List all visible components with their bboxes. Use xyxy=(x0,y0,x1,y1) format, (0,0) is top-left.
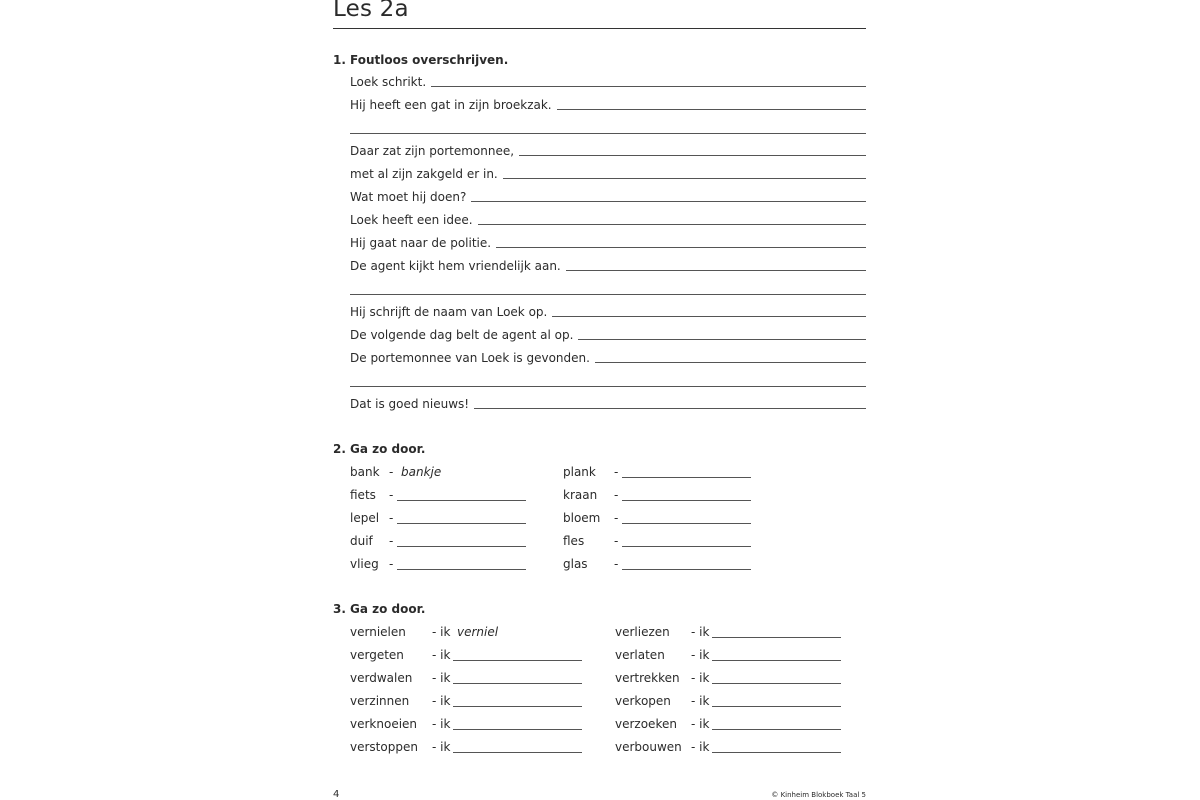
copy-line xyxy=(350,188,866,204)
writing-line[interactable] xyxy=(350,386,866,387)
word: bank xyxy=(350,465,380,479)
verb: verlaten xyxy=(615,648,665,662)
writing-line[interactable] xyxy=(552,316,866,317)
copy-line xyxy=(350,234,866,250)
dash: - xyxy=(389,465,394,479)
page-title: Les 2a xyxy=(333,0,409,22)
answer-line[interactable] xyxy=(622,523,751,524)
word: kraan xyxy=(563,488,598,502)
writing-line[interactable] xyxy=(503,178,866,179)
copy-sentence: De agent kijkt hem vriendelijk aan. xyxy=(350,259,561,273)
writing-line[interactable] xyxy=(350,294,866,295)
answer-line[interactable] xyxy=(453,683,582,684)
verb: verbouwen xyxy=(615,740,682,754)
writing-line[interactable] xyxy=(478,224,866,225)
answer-line[interactable] xyxy=(622,500,751,501)
copy-line xyxy=(350,73,866,89)
section-3-title: Ga zo door. xyxy=(350,602,426,616)
copy-line xyxy=(350,349,866,365)
section-1-title: Foutloos overschrijven. xyxy=(350,53,509,67)
copy-sentence: Wat moet hij doen? xyxy=(350,190,467,204)
dash: - xyxy=(614,511,619,525)
section-3-number: 3. xyxy=(333,602,346,616)
copy-line xyxy=(350,303,866,319)
answer-line[interactable] xyxy=(397,500,526,501)
writing-line[interactable] xyxy=(566,270,866,271)
copy-line xyxy=(350,257,866,273)
copy-line xyxy=(350,165,866,181)
copy-line xyxy=(350,142,866,158)
ik-prefix: - ik xyxy=(691,717,710,731)
word: glas xyxy=(563,557,588,571)
answer-line[interactable] xyxy=(712,752,841,753)
section-2-heading xyxy=(333,442,425,456)
dash: - xyxy=(389,488,394,502)
answer-line[interactable] xyxy=(453,729,582,730)
word: vlieg xyxy=(350,557,379,571)
answer-line[interactable] xyxy=(397,569,526,570)
copy-sentence: Dat is goed nieuws! xyxy=(350,397,470,411)
ik-prefix: - ik xyxy=(691,625,710,639)
worksheet-page xyxy=(333,0,866,800)
word: lepel xyxy=(350,511,380,525)
copy-sentence: De portemonnee van Loek is gevonden. xyxy=(350,351,590,365)
word: fiets xyxy=(350,488,376,502)
page-number: 4 xyxy=(333,789,340,800)
verb: vernielen xyxy=(350,625,406,639)
section-2-number: 2. xyxy=(333,442,346,456)
verb: verknoeien xyxy=(350,717,418,731)
writing-line[interactable] xyxy=(578,339,866,340)
section-3-heading xyxy=(333,602,425,616)
ik-prefix: - ik xyxy=(691,648,710,662)
copyright-note: © Kinheim Blokboek Taal 5 xyxy=(771,791,866,799)
writing-line[interactable] xyxy=(519,155,866,156)
copy-sentence: Hij gaat naar de politie. xyxy=(350,236,492,250)
example-answer: bankje xyxy=(401,465,442,479)
section-1-heading xyxy=(333,53,508,67)
dash: - xyxy=(614,557,619,571)
verb: vergeten xyxy=(350,648,404,662)
word: duif xyxy=(350,534,373,548)
section-2-title: Ga zo door. xyxy=(350,442,426,456)
verb: verkopen xyxy=(615,694,671,708)
dash: - xyxy=(614,534,619,548)
copy-line xyxy=(350,96,866,112)
example-answer: verniel xyxy=(457,625,499,639)
writing-line[interactable] xyxy=(557,109,866,110)
word: fles xyxy=(563,534,585,548)
answer-line[interactable] xyxy=(712,683,841,684)
writing-line[interactable] xyxy=(350,133,866,134)
verb: verstoppen xyxy=(350,740,418,754)
word: plank xyxy=(563,465,596,479)
ik-prefix: - ik xyxy=(691,694,710,708)
answer-line[interactable] xyxy=(453,660,582,661)
writing-line[interactable] xyxy=(474,408,866,409)
answer-line[interactable] xyxy=(622,477,751,478)
verb: verzinnen xyxy=(350,694,410,708)
copy-sentence: De volgende dag belt de agent al op. xyxy=(350,328,574,342)
writing-line[interactable] xyxy=(595,362,866,363)
copy-sentence: Loek schrikt. xyxy=(350,75,427,89)
answer-line[interactable] xyxy=(397,523,526,524)
answer-line[interactable] xyxy=(712,660,841,661)
dash: - xyxy=(389,511,394,525)
verb: verzoeken xyxy=(615,717,677,731)
answer-line[interactable] xyxy=(397,546,526,547)
ik-prefix: - ik xyxy=(432,717,451,731)
copy-line xyxy=(350,395,866,411)
writing-line[interactable] xyxy=(431,86,866,87)
word: bloem xyxy=(563,511,601,525)
copy-sentence: Hij heeft een gat in zijn broekzak. xyxy=(350,98,552,112)
answer-line[interactable] xyxy=(712,729,841,730)
dash: - xyxy=(389,534,394,548)
ik-prefix: - ik xyxy=(691,740,710,754)
answer-line[interactable] xyxy=(622,569,751,570)
ik-prefix: - ik xyxy=(432,671,451,685)
answer-line[interactable] xyxy=(622,546,751,547)
copy-sentence: Hij schrijft de naam van Loek op. xyxy=(350,305,548,319)
verb: verliezen xyxy=(615,625,670,639)
ik-prefix: - ik xyxy=(432,694,451,708)
title-divider xyxy=(333,28,866,29)
ik-prefix: - ik xyxy=(432,740,451,754)
copy-sentence: Daar zat zijn portemonnee, xyxy=(350,144,515,158)
section-1-number: 1. xyxy=(333,53,346,67)
ik-prefix: - ik xyxy=(432,648,451,662)
copy-line xyxy=(350,326,866,342)
ik-prefix: - ik xyxy=(691,671,710,685)
answer-line[interactable] xyxy=(453,752,582,753)
verb: vertrekken xyxy=(615,671,680,685)
dash: - xyxy=(614,465,619,479)
dash: - xyxy=(389,557,394,571)
answer-line[interactable] xyxy=(712,706,841,707)
answer-line[interactable] xyxy=(712,637,841,638)
copy-sentence: Loek heeft een idee. xyxy=(350,213,473,227)
writing-line[interactable] xyxy=(471,201,866,202)
ik-prefix: - ik xyxy=(432,625,451,639)
writing-line[interactable] xyxy=(496,247,866,248)
dash: - xyxy=(614,488,619,502)
copy-sentence: met al zijn zakgeld er in. xyxy=(350,167,498,181)
verb: verdwalen xyxy=(350,671,413,685)
answer-line[interactable] xyxy=(453,706,582,707)
copy-line xyxy=(350,211,866,227)
